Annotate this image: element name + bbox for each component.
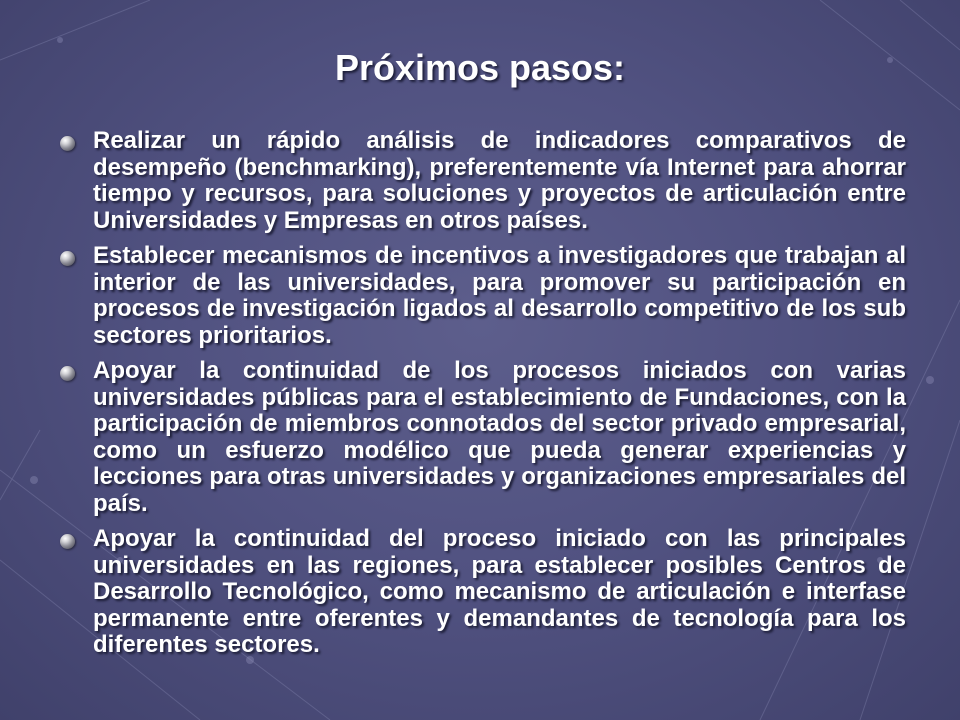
bullet-text: Establecer mecanismos de incentivos a investigadores que trabajan al interior de las universidades, para promover su participación en procesos de investigación ligados al desarrollo competitivo de los sub sectores prioritarios. — [93, 242, 906, 349]
bullet-text: Apoyar la continuidad de los procesos iniciados con varias universidades públicas para el establecimiento de Fundaciones, con la participación de miembros connotados del sector privado empresarial, como un esfuerzo modélico que pueda generar experiencias y lecciones para otras universidades y organizaciones empresariales del país. — [93, 357, 906, 517]
bullet-item — [60, 128, 906, 234]
bullet-sphere-icon — [60, 136, 75, 151]
bullet-text: Apoyar la continuidad del proceso iniciado con las principales universidades en las regiones, para establecer posibles Centros de Desarrollo Tecnológico, como mecanismo de articulación e interfase permanente entre oferentes y demandantes de tecnología para los diferentes sectores. — [93, 525, 906, 658]
bullet-sphere-icon — [60, 534, 75, 549]
bullet-sphere-icon — [60, 366, 75, 381]
bullet-list — [60, 128, 906, 668]
bullet-item — [60, 243, 906, 349]
bullet-item — [60, 358, 906, 517]
bullet-text: Realizar un rápido análisis de indicadores comparativos de desempeño (benchmarking), preferentemente vía Internet para ahorrar tiempo y recursos, para soluciones y proyectos de articulación entre Universidades y Empresas en otros países. — [93, 127, 906, 234]
bullet-sphere-icon — [60, 251, 75, 266]
slide-title: Próximos pasos: — [334, 47, 626, 88]
bullet-item — [60, 526, 906, 659]
